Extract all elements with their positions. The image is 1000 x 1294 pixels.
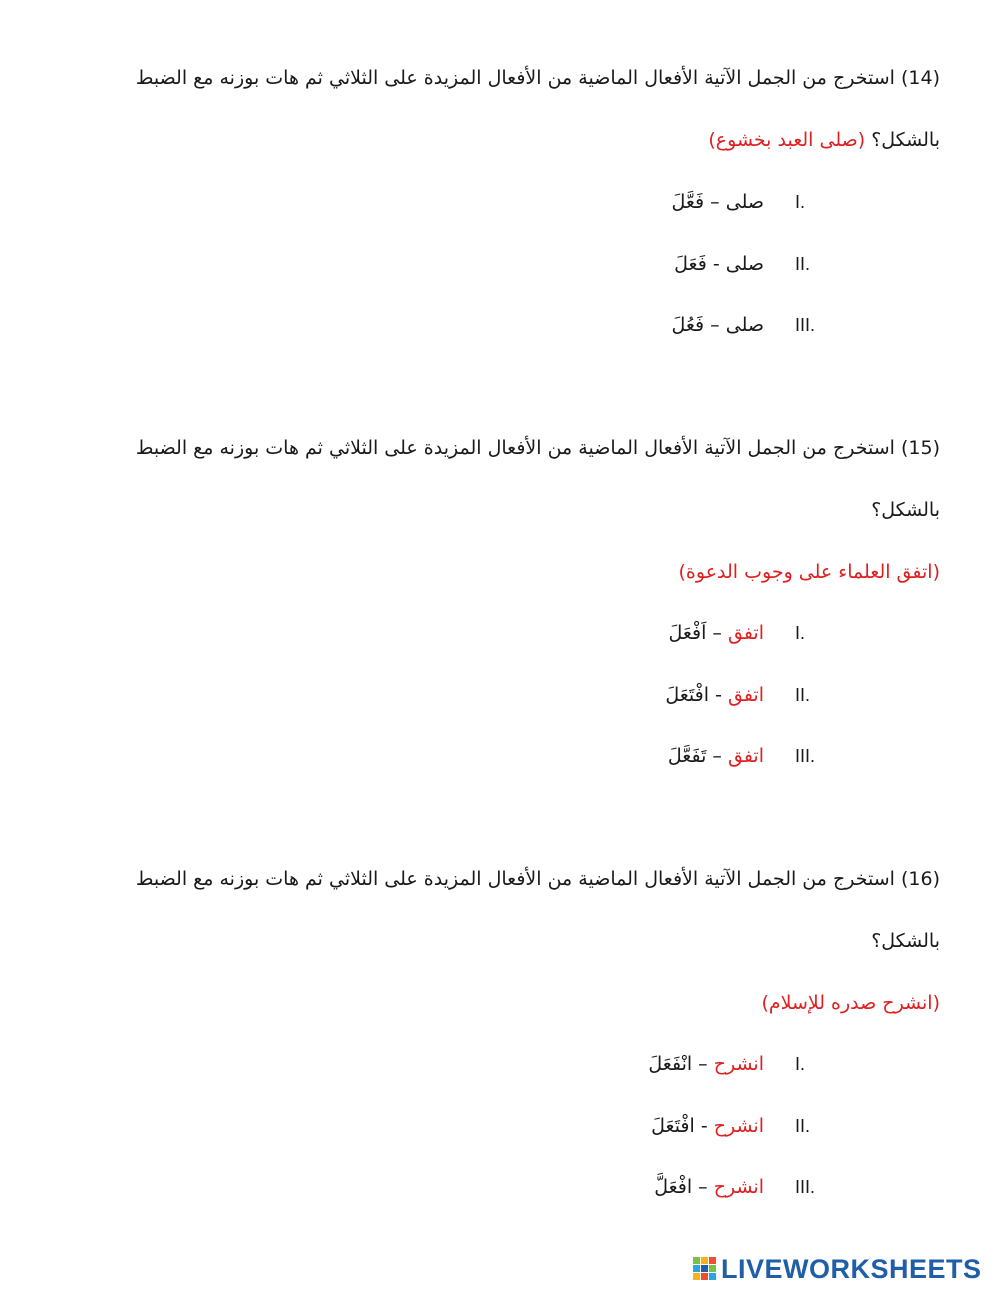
option-verb: انشرح xyxy=(713,1053,764,1075)
option-numeral: II. xyxy=(795,254,811,274)
question-16-stem-end: بالشكل؟ xyxy=(871,930,940,952)
question-14-option-3[interactable] xyxy=(672,310,765,340)
question-16-option-3[interactable] xyxy=(654,1172,764,1202)
option-verb: انشرح xyxy=(713,1115,764,1137)
option-numeral: II. xyxy=(795,685,811,705)
liveworksheets-logo[interactable] xyxy=(693,1253,982,1285)
option-pattern: اَفْعَلَ xyxy=(668,622,707,644)
option-separator: – xyxy=(692,1053,714,1075)
question-14-option-1[interactable] xyxy=(672,187,765,217)
option-pattern: انْفَعَلَ xyxy=(648,1053,693,1075)
question-15-option-1[interactable] xyxy=(668,618,764,648)
option-separator: – xyxy=(706,745,728,767)
option-pattern: افْتَعَلَ xyxy=(651,1115,695,1137)
option-verb: انشرح xyxy=(713,1176,764,1198)
question-15-stem: (15) استخرج من الجمل الآتية الأفعال الماضية من الأفعال المزيدة على الثلاثي ثم هات بوزنه مع الضبط xyxy=(135,437,940,459)
option-separator: - xyxy=(709,684,728,706)
question-16-stem: (16) استخرج من الجمل الآتية الأفعال الماضية من الأفعال المزيدة على الثلاثي ثم هات بوزنه مع الضبط xyxy=(135,868,940,890)
option-verb: صلى xyxy=(725,191,764,213)
option-verb: صلى xyxy=(725,253,764,275)
question-14-stem-continued xyxy=(708,125,940,155)
option-verb: اتفق xyxy=(727,622,764,644)
question-16-option-1[interactable] xyxy=(648,1049,764,1079)
option-pattern: تَفَعَّلَ xyxy=(667,745,707,767)
option-pattern: فَعَّلَ xyxy=(671,191,705,213)
question-15-option-3[interactable] xyxy=(668,741,764,771)
option-numeral: II. xyxy=(795,1116,811,1136)
liveworksheets-logo-icon xyxy=(693,1257,717,1281)
option-separator: – xyxy=(704,191,726,213)
option-separator: – xyxy=(706,622,728,644)
option-verb: اتفق xyxy=(727,745,764,767)
question-16-option-2[interactable] xyxy=(651,1111,764,1141)
option-separator: - xyxy=(706,253,726,275)
option-numeral: III. xyxy=(795,1177,816,1197)
question-14-stem: (14) استخرج من الجمل الآتية الأفعال الماضية من الأفعال المزيدة على الثلاثي ثم هات بوزنه مع الضبط xyxy=(135,67,940,89)
option-verb: اتفق xyxy=(727,684,764,706)
option-separator: - xyxy=(694,1115,714,1137)
question-16-sentence: (انشرح صدره للإسلام) xyxy=(761,992,940,1014)
option-verb: صلى xyxy=(725,314,764,336)
question-14-option-2[interactable] xyxy=(674,249,764,279)
option-separator: – xyxy=(692,1176,714,1198)
option-numeral: I. xyxy=(795,1054,806,1074)
option-pattern: فَعُلَ xyxy=(671,314,705,336)
option-pattern: فَعَلَ xyxy=(674,253,707,275)
option-numeral: III. xyxy=(795,315,816,335)
question-14-stem-end: بالشكل؟ xyxy=(871,129,940,151)
question-15-option-2[interactable] xyxy=(665,680,764,710)
option-pattern: افْعَلَّ xyxy=(654,1176,693,1198)
question-14-sentence: (صلى العبد بخشوع) xyxy=(708,129,866,151)
liveworksheets-logo-text: LIVEWORKSHEETS xyxy=(721,1253,982,1284)
option-separator: – xyxy=(704,314,726,336)
option-numeral: I. xyxy=(795,623,806,643)
option-numeral: I. xyxy=(795,192,806,212)
option-numeral: III. xyxy=(795,746,816,766)
question-15-sentence: (اتفق العلماء على وجوب الدعوة) xyxy=(678,561,940,583)
question-15-stem-end: بالشكل؟ xyxy=(871,499,940,521)
option-pattern: افْتَعَلَ xyxy=(665,684,710,706)
